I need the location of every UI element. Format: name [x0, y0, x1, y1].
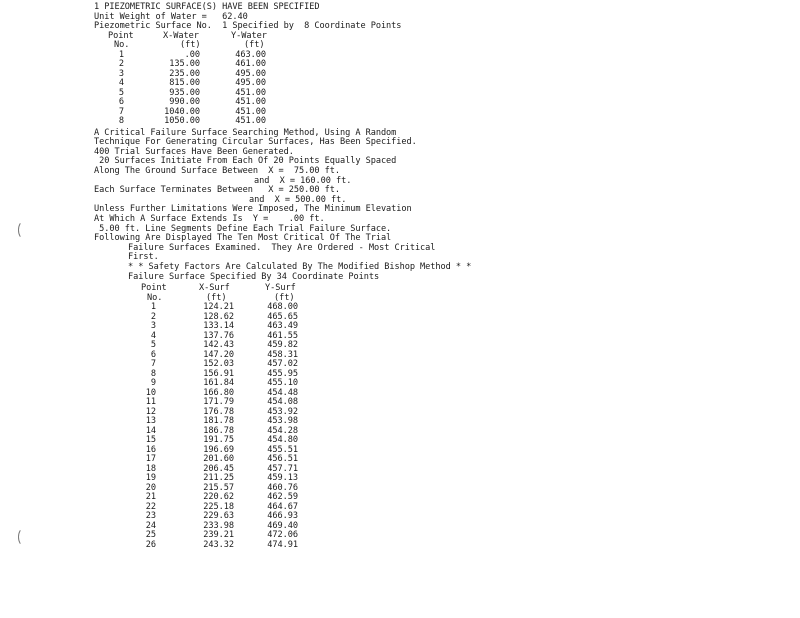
surface-table-row: [0, 493, 800, 503]
surface-y-surf: 454.80: [267, 435, 298, 445]
body-text: Failure Surface Specified By 34 Coordinate Points: [128, 271, 380, 282]
surface-x-surf: 191.75: [203, 435, 234, 445]
surface-y-surf: 455.10: [267, 378, 298, 388]
surface-table-row: [0, 332, 800, 342]
piezo-point-no: 1: [118, 49, 124, 60]
surface-point-no: 1: [150, 302, 156, 312]
surface-x-surf: 156.91: [203, 368, 234, 379]
body-text: At Which A Surface Extends Is Y = .00 ft.: [94, 213, 325, 224]
surface-y-surf: 462.59: [267, 492, 298, 502]
body-text-line: [0, 244, 800, 254]
piezometric-title: 1 PIEZOMETRIC SURFACE(S) HAVE BEEN SPECIFIED: [94, 2, 320, 12]
surface-x-surf: 196.69: [203, 444, 234, 455]
surface-x-surf: 171.79: [203, 397, 234, 407]
surface-x-surf: 201.60: [203, 454, 234, 464]
surface-x-surf: 161.84: [203, 378, 234, 388]
body-text: 5.00 ft. Line Segments Define Each Trial Failure Surface.: [94, 223, 392, 234]
piezo-table-row: [0, 117, 800, 127]
surface-point-no: 13: [145, 416, 156, 426]
surface-table-row: [0, 512, 800, 522]
surface-table-row: [0, 408, 800, 418]
surface-table-row: [0, 427, 800, 437]
piezo-x-water: 1050.00: [164, 116, 200, 126]
surface-point-no: 9: [150, 378, 156, 388]
body-text: 400 Trial Surfaces Have Been Generated.: [94, 146, 294, 157]
surface-table-row: [0, 351, 800, 361]
surface-point-no: 18: [145, 463, 156, 474]
surface-x-surf: 181.78: [203, 416, 234, 426]
body-text: Along The Ground Surface Between X = 75.00 ft.: [94, 165, 340, 176]
piezo-y-water: 451.00: [235, 87, 266, 98]
surface-table-row: [0, 341, 800, 351]
unit-weight-line: Unit Weight of Water = 62.40: [94, 11, 248, 22]
piezo-point-no: 8: [118, 116, 124, 126]
piezo-x-water: .00: [184, 49, 200, 60]
body-text: A Critical Failure Surface Searching Method, Using A Random: [94, 127, 397, 138]
surface-table-row: [0, 541, 800, 551]
surface-y-surf: 455.95: [267, 368, 298, 379]
surface-y-surf: 469.40: [267, 520, 298, 531]
surface-y-surf: 459.13: [267, 473, 298, 483]
surface-table-row: [0, 531, 800, 541]
piezo-point-no: 4: [118, 78, 124, 88]
piezo-y-water: 463.00: [235, 49, 266, 60]
surface-x-surf: 220.62: [203, 492, 234, 502]
surface-point-no: 14: [145, 425, 156, 436]
surface-x-surf: 243.32: [203, 539, 234, 550]
surface-table-row: [0, 522, 800, 532]
surface-point-no: 12: [145, 406, 156, 417]
surface-y-surf: 453.98: [267, 416, 298, 426]
surface-table-row: [0, 455, 800, 465]
piezo-x-water: 1040.00: [164, 106, 200, 117]
surface-y-surf: 468.00: [267, 302, 298, 312]
surface-point-no: 20: [145, 482, 156, 493]
surface-table-row: [0, 360, 800, 370]
surface-point-no: 4: [150, 330, 156, 341]
surface-point-no: 10: [145, 387, 156, 398]
body-text: Each Surface Terminates Between X = 250.00 ft.: [94, 185, 340, 196]
surface-x-surf: 225.18: [203, 501, 234, 512]
body-text: 20 Surfaces Initiate From Each Of 20 Points Equally Spaced: [94, 156, 397, 167]
surface-table-row: [0, 417, 800, 427]
piezo-point-no: 2: [118, 59, 124, 69]
piezo-y-water: 495.00: [235, 68, 266, 79]
surface-point-no: 17: [145, 454, 156, 464]
piezo-x-water: 990.00: [169, 97, 200, 107]
surface-y-surf: 456.51: [267, 454, 298, 464]
surface-table-row: [0, 474, 800, 484]
piezo-y-water: 495.00: [235, 78, 266, 88]
piezo-table-header-1: Point X-Water Y-Water: [108, 30, 267, 41]
surface-point-no: 3: [150, 321, 156, 331]
surface-x-surf: 142.43: [203, 340, 234, 350]
body-text-line: [0, 263, 800, 273]
surface-x-surf: 215.57: [203, 482, 234, 493]
body-text: and X = 160.00 ft.: [254, 175, 352, 186]
surface-x-surf: 124.21: [203, 302, 234, 312]
surface-point-no: 21: [145, 492, 156, 502]
surface-y-surf: 466.93: [267, 511, 298, 521]
surface-x-surf: 211.25: [203, 473, 234, 483]
body-text: Following Are Displayed The Ten Most Critical Of The Trial: [94, 233, 392, 244]
piezo-y-water: 451.00: [235, 116, 266, 126]
surface-x-surf: 176.78: [203, 406, 234, 417]
surface-table-row: [0, 303, 800, 313]
surface-y-surf: 457.02: [267, 359, 298, 369]
surface-x-surf: 186.78: [203, 425, 234, 436]
piezo-point-no: 5: [118, 87, 124, 98]
piezo-y-water: 451.00: [235, 97, 266, 107]
surface-y-surf: 459.82: [267, 340, 298, 350]
surface-point-no: 19: [145, 473, 156, 483]
surface-table-row: [0, 370, 800, 380]
body-text: First.: [128, 252, 159, 263]
surface-table-row: [0, 389, 800, 399]
body-text: * * Safety Factors Are Calculated By The Modified Bishop Method * *: [128, 261, 472, 272]
piezo-point-no: 3: [118, 68, 124, 79]
surface-y-surf: 457.71: [267, 463, 298, 474]
surface-table-header-2: No. (ft) (ft): [147, 292, 295, 303]
surface-y-surf: 463.49: [267, 321, 298, 331]
surface-y-surf: 454.48: [267, 387, 298, 398]
body-text: Unless Further Limitations Were Imposed, The Minimum Elevation: [94, 204, 412, 215]
body-text: Failure Surfaces Examined. They Are Ordered - Most Critical: [128, 242, 436, 253]
surface-point-no: 8: [150, 368, 156, 379]
surface-y-surf: 458.31: [267, 349, 298, 360]
piezo-x-water: 235.00: [169, 68, 200, 79]
surface-x-surf: 147.20: [203, 349, 234, 360]
body-text-line: [0, 186, 800, 196]
surface-point-no: 11: [145, 397, 156, 407]
surface-table-row: [0, 465, 800, 475]
surface-point-no: 5: [150, 340, 156, 350]
piezo-y-water: 451.00: [235, 106, 266, 117]
surface-table-row: [0, 436, 800, 446]
surface-y-surf: 460.76: [267, 482, 298, 493]
surface-y-surf: 474.91: [267, 539, 298, 550]
surface-y-surf: 454.08: [267, 397, 298, 407]
piezo-y-water: 461.00: [235, 59, 266, 69]
surface-y-surf: 461.55: [267, 330, 298, 341]
surface-table-row: [0, 446, 800, 456]
surface-table-row: [0, 484, 800, 494]
surface-point-no: 15: [145, 435, 156, 445]
surface-point-no: 7: [150, 359, 156, 369]
piezo-x-water: 135.00: [169, 59, 200, 69]
surface-x-surf: 239.21: [203, 530, 234, 540]
surface-y-surf: 455.51: [267, 444, 298, 455]
surface-table-header-1: Point X-Surf Y-Surf: [141, 283, 296, 293]
surface-table-row: [0, 313, 800, 323]
surface-x-surf: 206.45: [203, 463, 234, 474]
surface-point-no: 16: [145, 444, 156, 455]
body-text: and X = 500.00 ft.: [249, 194, 347, 205]
surface-x-surf: 152.03: [203, 359, 234, 369]
surface-y-surf: 454.28: [267, 425, 298, 436]
surface-table-row: [0, 322, 800, 332]
surface-x-surf: 229.63: [203, 511, 234, 521]
surface-point-no: 24: [145, 520, 156, 531]
surface-y-surf: 472.06: [267, 530, 298, 540]
piezo-point-no: 7: [118, 106, 124, 117]
body-text-line: [0, 215, 800, 225]
surface-point-no: 22: [145, 501, 156, 512]
piezometric-surface-line: Piezometric Surface No. 1 Specified by 8 Coordinate Points: [94, 21, 402, 31]
body-text-line: [0, 167, 800, 177]
surface-x-surf: 128.62: [203, 311, 234, 322]
surface-y-surf: 464.67: [267, 501, 298, 512]
piezo-x-water: 815.00: [169, 78, 200, 88]
piezo-x-water: 935.00: [169, 87, 200, 98]
surface-x-surf: 133.14: [203, 321, 234, 331]
piezo-point-no: 6: [118, 97, 124, 107]
surface-point-no: 26: [145, 539, 156, 550]
surface-table-row: [0, 503, 800, 513]
surface-y-surf: 453.92: [267, 406, 298, 417]
surface-point-no: 2: [150, 311, 156, 322]
surface-point-no: 23: [145, 511, 156, 521]
surface-table-row: [0, 398, 800, 408]
surface-table-row: [0, 379, 800, 389]
surface-x-surf: 233.98: [203, 520, 234, 531]
surface-x-surf: 166.80: [203, 387, 234, 398]
piezo-table-header-2: No. (ft) (ft): [114, 40, 265, 50]
surface-point-no: 25: [145, 530, 156, 540]
surface-y-surf: 465.65: [267, 311, 298, 322]
surface-x-surf: 137.76: [203, 330, 234, 341]
surface-point-no: 6: [150, 349, 156, 360]
body-text-line: [0, 273, 800, 283]
body-text: Technique For Generating Circular Surfaces, Has Been Specified.: [94, 137, 417, 148]
